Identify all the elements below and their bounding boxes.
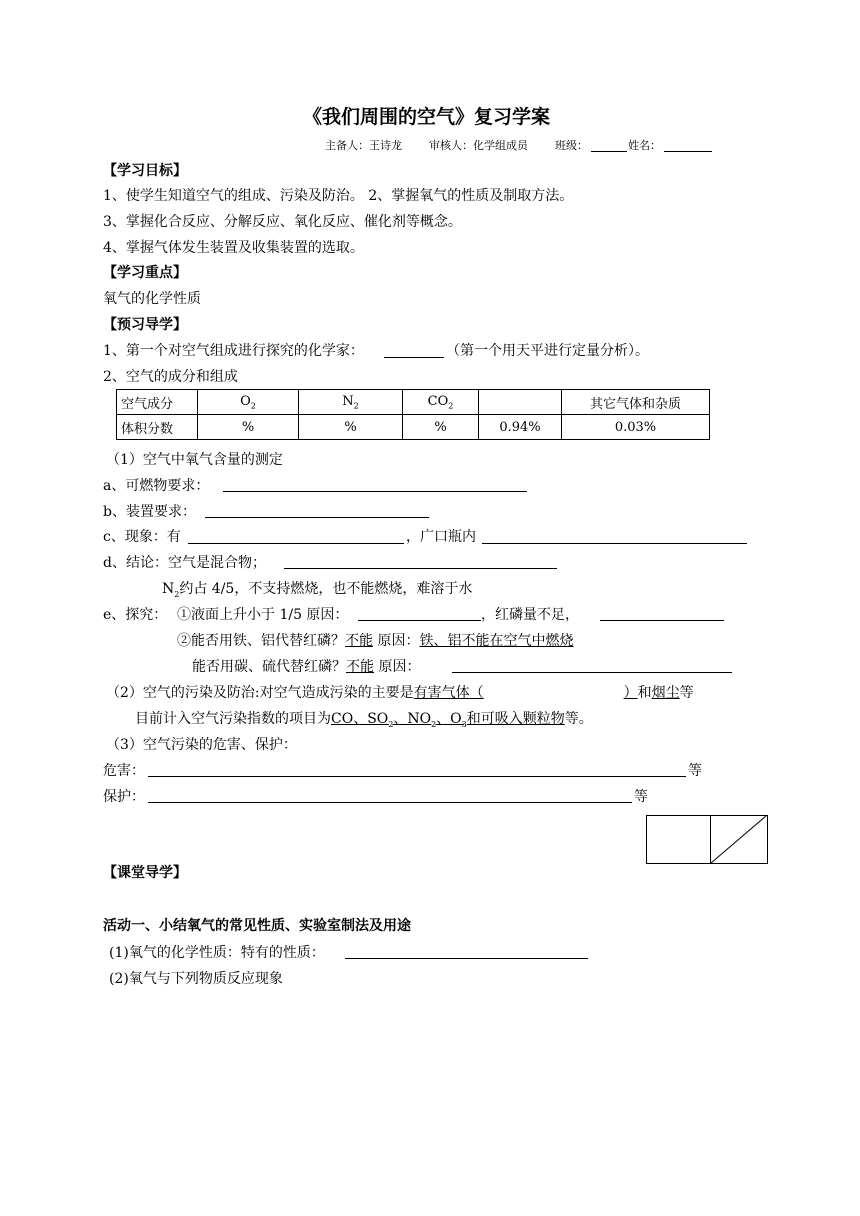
classroom-item-1: (1)氧气的化学性质：特有的性质：: [109, 945, 325, 961]
c-label: c、现象：有: [103, 529, 181, 545]
objective-item: 1、使学生知道空气的组成、污染及防治。 2、掌握氧气的性质及制取方法。: [103, 188, 574, 204]
protect-label: 保护：: [103, 789, 145, 805]
table-cell: %: [403, 415, 479, 440]
e1-mid: ，红磷量不足，: [481, 607, 579, 623]
e3-blank[interactable]: [452, 672, 732, 673]
objectives-heading: 【学习目标】: [103, 163, 187, 179]
e1-blank-1[interactable]: [358, 620, 481, 621]
c-blank-1[interactable]: [188, 543, 404, 544]
table-cell: 0.94%: [479, 415, 562, 440]
e-label: e、探究：: [103, 607, 168, 623]
air-composition-table: [116, 389, 710, 440]
oxygen-measure-title: （1）空气中氧气含量的测定: [106, 452, 283, 468]
objective-item: 3、掌握化合反应、分解反应、氧化反应、催化剂等概念。: [103, 214, 462, 230]
table-cell: 空气成分: [117, 390, 198, 415]
focus-heading: 【学习重点】: [103, 265, 187, 281]
d-label: d、结论：空气是混合物；: [103, 555, 266, 571]
c-blank-2[interactable]: [482, 543, 747, 544]
protect-end: 等: [634, 789, 648, 805]
e1-blank-2[interactable]: [600, 620, 724, 621]
name-label: 姓名：: [628, 139, 661, 152]
q1-blank[interactable]: [384, 357, 444, 358]
classroom-item-1-blank[interactable]: [345, 958, 588, 959]
q2-text: 2、空气的成分和组成: [103, 369, 238, 385]
name-blank[interactable]: [664, 151, 712, 152]
n2-line: $N_2$约占 4/5，不支持燃烧，也不能燃烧，难溶于水: [162, 581, 473, 599]
objective-item: 4、掌握气体发生装置及收集装置的选取。: [103, 240, 364, 256]
classroom-item-2: (2)氧气与下列物质反应现象: [109, 971, 283, 987]
e1-label: ①液面上升小于 1/5 原因：: [177, 607, 349, 623]
protect-blank[interactable]: [148, 802, 632, 803]
b-label: b、装置要求：: [103, 504, 196, 520]
class-blank[interactable]: [591, 151, 627, 152]
c-mid: ，广口瓶内: [406, 529, 476, 545]
table-cell: $N_2$: [299, 390, 403, 415]
table-row: [117, 390, 710, 415]
score-box-diagonal: [711, 815, 767, 864]
e2-line: ②能否用铁、铝代替红磷？不能 原因：铁、铝不能在空气中燃烧: [177, 633, 574, 649]
table-cell: [479, 390, 562, 415]
a-blank[interactable]: [223, 491, 527, 492]
harm-label: 危害：: [103, 763, 145, 779]
preview-heading: 【预习导学】: [103, 317, 187, 333]
b-blank[interactable]: [205, 517, 429, 518]
pollution-line: （2）空气的污染及防治:对空气造成污染的主要是有害气体（ ）和烟尘等: [106, 685, 694, 701]
table-cell: 其它气体和杂质: [562, 390, 710, 415]
page-title: 《我们周围的空气》复习学案: [303, 106, 551, 128]
activity-title: 活动一、小结氧气的常见性质、实验室制法及用途: [103, 918, 411, 934]
class-label: 班级：: [555, 139, 588, 152]
q1-prefix: 1、第一个对空气组成进行探究的化学家：: [103, 343, 364, 359]
table-cell: $CO_2$: [403, 390, 479, 415]
table-row: [117, 415, 710, 440]
reviewer: 审核人：化学组成员: [429, 139, 528, 152]
q1-suffix: （第一个用天平进行定量分析）。: [446, 343, 649, 359]
table-cell: 体积分数: [117, 415, 198, 440]
table-cell: %: [198, 415, 299, 440]
d-blank[interactable]: [284, 568, 557, 569]
harm-title: （3）空气污染的危害、保护：: [106, 737, 297, 753]
table-cell: $O_2$: [198, 390, 299, 415]
harm-end: 等: [688, 763, 702, 779]
pollution-index-line: 目前计入空气污染指数的项目为CO、$SO_2$、$NO_2$、$O_3$和可吸入颗粒物等。: [135, 711, 593, 729]
table-cell: %: [299, 415, 403, 440]
focus-text: 氧气的化学性质: [103, 291, 201, 307]
preparer: 主备人：王诗龙: [325, 139, 402, 152]
table-cell: 0.03%: [562, 415, 710, 440]
harm-blank[interactable]: [148, 776, 686, 777]
e3-line: 能否用碳、硫代替红磷？不能 原因：: [192, 659, 421, 675]
a-label: a、可燃物要求：: [103, 478, 210, 494]
classroom-heading: 【课堂导学】: [103, 865, 187, 881]
